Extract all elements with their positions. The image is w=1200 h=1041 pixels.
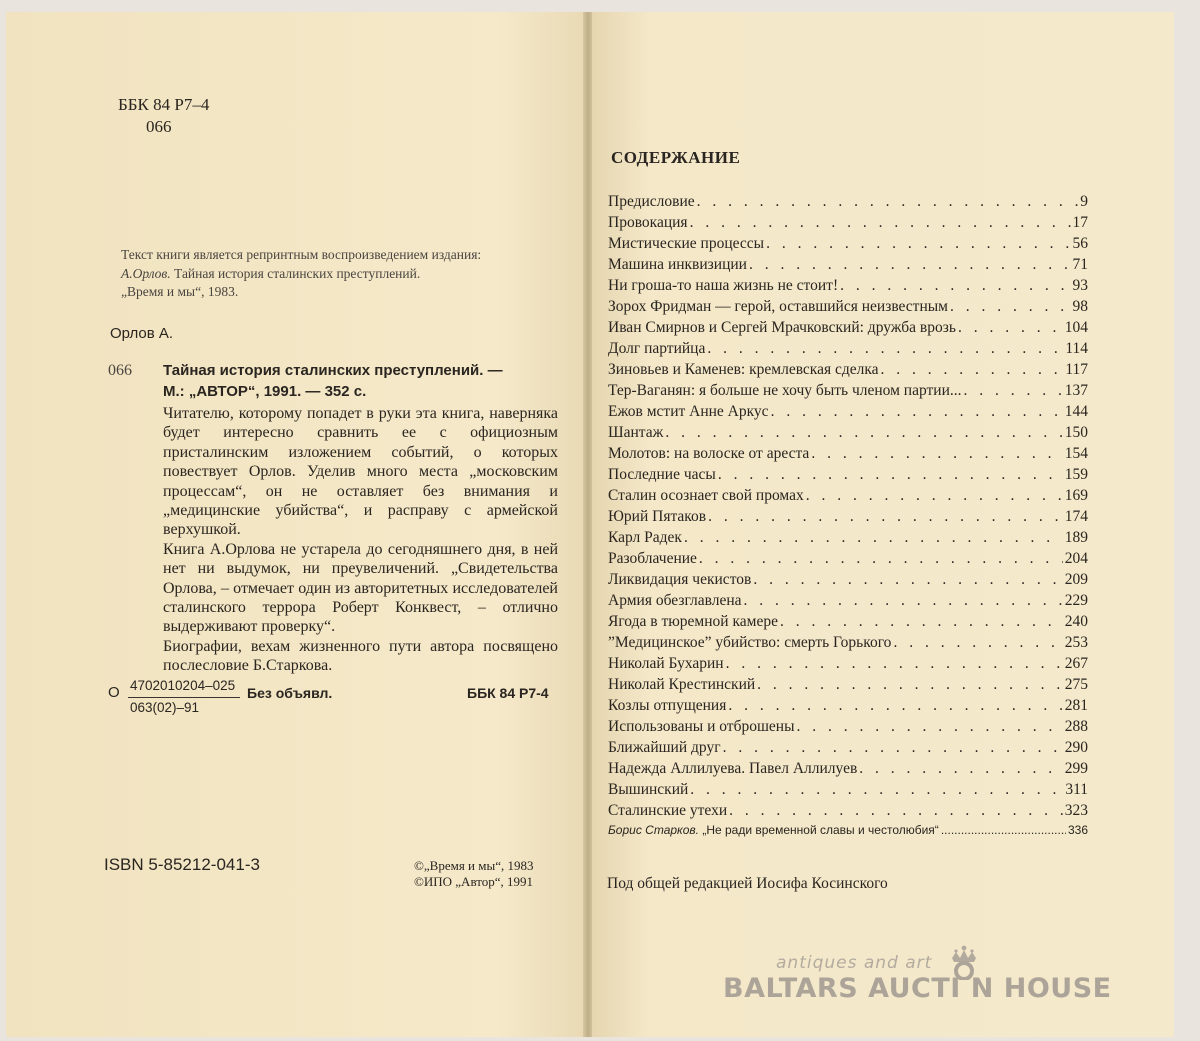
book-title xyxy=(163,360,503,402)
reprint-title: Тайная история сталинских преступлений. xyxy=(170,265,421,281)
afterword-title: „Не ради временной славы и честолюбия“ xyxy=(698,823,939,837)
crown-logo-icon xyxy=(944,944,984,980)
toc-entry-title: Провокация xyxy=(608,214,688,231)
toc-entry xyxy=(608,739,1088,760)
toc-entry xyxy=(608,382,1088,403)
author-name: Орлов А. xyxy=(110,325,174,342)
toc-entry-page: 137 xyxy=(1064,382,1088,399)
toc-entry-page: 204 xyxy=(1064,550,1088,567)
toc-entry xyxy=(608,718,1088,739)
toc-entry-title: Ни гроша-то наша жизнь не стоит! xyxy=(608,277,839,294)
toc-leader-dots xyxy=(718,466,1063,484)
toc-entry-page: 159 xyxy=(1064,466,1088,483)
toc-entry-page: 150 xyxy=(1064,424,1088,441)
toc-entry-page: 9 xyxy=(1080,193,1088,210)
copyright-line: ©„Время и мы“, 1983 xyxy=(414,858,534,873)
toc-entry xyxy=(608,256,1088,277)
toc-entry-page: 281 xyxy=(1064,697,1088,714)
toc-leader-dots xyxy=(690,214,1071,232)
annotation-paragraph: Читателю, которому попадет в руки эта книга, наверняка будет интересно сравнить ее с официозным присталинским изложением событий, о которых повествует Орлов. Уделив много места „московским процессам“, он не оставляет без внимания и „медицинские убийства“, и расправу с армейской верхушкой. xyxy=(163,405,558,539)
toc-entry-page: 104 xyxy=(1064,319,1088,336)
copyright-line: ©ИПО „Автор“, 1991 xyxy=(414,874,534,889)
toc-entry xyxy=(608,361,1088,382)
toc-entry xyxy=(608,676,1088,697)
toc-leader-dots xyxy=(699,550,1063,568)
toc-entry-page: 117 xyxy=(1065,361,1088,378)
toc-entry-page: 311 xyxy=(1065,781,1088,798)
toc-entry xyxy=(608,550,1088,571)
toc-entry-title: Ликвидация чекистов xyxy=(608,571,752,588)
toc-entry-page: 288 xyxy=(1064,718,1088,735)
toc-entry-title: Вышинский xyxy=(608,781,689,798)
toc-entry-title: Ягода в тюремной камере xyxy=(608,613,778,630)
toc-entry xyxy=(608,529,1088,550)
toc-entry-title: ”Медицинское” убийство: смерть Горького xyxy=(608,634,892,651)
toc-entry-page: 275 xyxy=(1064,676,1088,693)
toc-entry xyxy=(608,235,1088,256)
toc-entry-page: 98 xyxy=(1072,298,1088,315)
toc-entry-page: 93 xyxy=(1072,277,1088,294)
toc-leader-dots xyxy=(840,277,1070,295)
toc-entry xyxy=(608,634,1088,655)
reprint-line: Текст книги является репринтным воспроизведением издания: xyxy=(121,247,482,262)
toc-entry-title: Долг партийца xyxy=(608,340,706,357)
toc-entry xyxy=(608,655,1088,676)
editor-credit: Под общей редакцией Иосифа Косинского xyxy=(607,875,888,892)
toc-entry-title: Сталин осознает свой промах xyxy=(608,487,804,504)
toc-entry-title xyxy=(608,823,939,837)
toc-entry xyxy=(608,592,1088,613)
toc-entry-title: Козлы отпущения xyxy=(608,697,727,714)
bbk-code: 066 xyxy=(146,117,172,136)
toc-leader-dots xyxy=(950,298,1071,316)
toc-entry-page: 154 xyxy=(1064,445,1088,462)
toc-entry-page: 174 xyxy=(1064,508,1088,525)
reprint-author: А.Орлов. xyxy=(121,265,171,281)
toc-leader-dots xyxy=(684,529,1063,547)
toc-entry xyxy=(608,697,1088,718)
annotation xyxy=(163,404,558,676)
toc-leader-dots xyxy=(796,718,1062,736)
toc-leader-dots xyxy=(753,571,1062,589)
index-code-bottom: 063(02)–91 xyxy=(130,700,200,715)
toc-entry-title: Николай Крестинский xyxy=(608,676,756,693)
toc-entry-page: 209 xyxy=(1064,571,1088,588)
isbn: ISBN 5-85212-041-3 xyxy=(104,855,260,874)
toc-entry-title: Карл Радек xyxy=(608,529,682,546)
toc-leader-dots xyxy=(958,319,1063,337)
toc-entry-title: Разоблачение xyxy=(608,550,697,567)
toc-entry-title: Последние часы xyxy=(608,466,716,483)
toc-entry-title: Надежда Аллилуева. Павел Аллилуев xyxy=(608,760,858,777)
toc-entry-title: Зиновьев и Каменев: кремлевская сделка xyxy=(608,361,879,378)
index-divider xyxy=(128,697,240,698)
toc-entry-page: 71 xyxy=(1072,256,1088,273)
toc-leader-dots xyxy=(665,424,1062,442)
toc-leader-dots xyxy=(744,592,1063,610)
toc-entry-title: Машина инквизиции xyxy=(608,256,747,273)
toc-leader-dots xyxy=(941,823,1066,837)
toc-entry xyxy=(608,340,1088,361)
toc-leader-dots xyxy=(811,445,1062,463)
toc-leader-dots xyxy=(729,802,1063,820)
toc-entry-page: 267 xyxy=(1064,655,1088,672)
index-letter: О xyxy=(108,684,120,701)
toc-entry-title: Иван Смирнов и Сергей Мрачковский: дружба врозь xyxy=(608,319,956,336)
toc-entry xyxy=(608,508,1088,529)
toc-leader-dots xyxy=(771,403,1063,421)
toc-entry-page: 323 xyxy=(1064,802,1088,819)
table-of-contents xyxy=(608,193,1088,845)
toc-entry-title: Молотов: на волоске от ареста xyxy=(608,445,810,462)
toc-entry-title: Сталинские утехи xyxy=(608,802,728,819)
toc-leader-dots xyxy=(723,739,1063,757)
toc-entry-title: Армия обезглавлена xyxy=(608,592,742,609)
bbk-line: ББК 84 Р7–4 xyxy=(118,95,210,114)
toc-leader-dots xyxy=(749,256,1071,274)
toc-leader-dots xyxy=(893,634,1062,652)
annotation-paragraph: Биографии, вехам жизненного пути автора посвящено послесловие Б.Старкова. xyxy=(163,637,558,675)
toc-entry-title: Использованы и отброшены xyxy=(608,718,795,735)
toc-entry-title: Шантаж xyxy=(608,424,664,441)
toc-entry xyxy=(608,571,1088,592)
toc-entry xyxy=(608,193,1088,214)
toc-entry xyxy=(608,298,1088,319)
toc-entry-title: Зорох Фридман — герой, оставшийся неизвестным xyxy=(608,298,948,315)
no-announce: Без объявл. xyxy=(247,685,333,701)
toc-entry xyxy=(608,487,1088,508)
toc-entry-page: 17 xyxy=(1072,214,1088,231)
toc-entry-page: 229 xyxy=(1064,592,1088,609)
toc-entry-page: 240 xyxy=(1064,613,1088,630)
toc-entry-title: Юрий Пятаков xyxy=(608,508,707,525)
toc-entry-page: 299 xyxy=(1064,760,1088,777)
toc-entry xyxy=(608,319,1088,340)
toc-leader-dots xyxy=(707,340,1063,358)
toc-entry xyxy=(608,466,1088,487)
toc-entry-page: 144 xyxy=(1064,403,1088,420)
toc-leader-dots xyxy=(728,697,1062,715)
toc-entry-title: Тер-Ваганян: я больше не хочу быть членом партии... xyxy=(608,382,962,399)
toc-leader-dots xyxy=(708,508,1063,526)
afterword-author: Борис Старков. xyxy=(608,823,699,837)
toc-leader-dots xyxy=(780,613,1063,631)
toc-entry xyxy=(608,403,1088,424)
toc-leader-dots xyxy=(697,193,1079,211)
toc-entry-title: Предисловие xyxy=(608,193,695,210)
toc-entry-page: 290 xyxy=(1064,739,1088,756)
bbk-bottom: ББК 84 Р7-4 xyxy=(467,685,549,701)
toc-heading: СОДЕРЖАНИЕ xyxy=(611,148,741,167)
index-code-top: 4702010204–025 xyxy=(130,678,236,693)
toc-entry-title: Ближайший друг xyxy=(608,739,721,756)
toc-entry xyxy=(608,760,1088,781)
reprint-note xyxy=(121,246,481,302)
toc-entry-afterword xyxy=(608,823,1088,845)
toc-entry-title: Ежов мстит Анне Аркус xyxy=(608,403,769,420)
toc-entry xyxy=(608,277,1088,298)
toc-entry-title: Николай Бухарин xyxy=(608,655,724,672)
toc-entry xyxy=(608,214,1088,235)
toc-leader-dots xyxy=(859,760,1062,778)
book-imprint: М.: „АВТОР“, 1991. — 352 с. xyxy=(163,383,367,400)
toc-entry xyxy=(608,802,1088,823)
toc-entry-title: Мистические процессы xyxy=(608,235,765,252)
bbk-classification xyxy=(118,94,209,138)
toc-leader-dots xyxy=(726,655,1063,673)
toc-entry xyxy=(608,613,1088,634)
toc-entry-page: 169 xyxy=(1064,487,1088,504)
annotation-paragraph: Книга А.Орлова не устарела до сегодняшнего дня, в ней нет ни выдумок, ни преувеличений. „Свидетельства Орлова, – отмечает один из авторитетных исследователей сталинского террора Роберт Конквест, – отлично выдерживают проверку“. xyxy=(163,540,558,636)
toc-leader-dots xyxy=(806,487,1063,505)
toc-entry xyxy=(608,424,1088,445)
toc-entry xyxy=(608,781,1088,802)
toc-leader-dots xyxy=(690,781,1063,799)
toc-entry-page: 189 xyxy=(1064,529,1088,546)
toc-entry-page: 114 xyxy=(1065,340,1088,357)
catalog-code: 066 xyxy=(108,362,132,379)
toc-entry xyxy=(608,445,1088,466)
toc-leader-dots xyxy=(757,676,1063,694)
book-title-line: Тайная история сталинских преступлений. — xyxy=(163,362,503,379)
toc-leader-dots xyxy=(766,235,1070,253)
toc-entry-page: 56 xyxy=(1072,235,1088,252)
reprint-source xyxy=(121,265,481,284)
toc-leader-dots xyxy=(964,382,1063,400)
toc-entry-page: 253 xyxy=(1064,634,1088,651)
watermark-brand: BALTARS AUCTI N HOUSE xyxy=(723,973,1112,1004)
reprint-publisher: „Время и мы“, 1983. xyxy=(121,284,239,299)
toc-entry-page: 336 xyxy=(1067,823,1088,837)
watermark-tagline: antiques and art xyxy=(776,953,933,973)
toc-leader-dots xyxy=(881,361,1064,379)
